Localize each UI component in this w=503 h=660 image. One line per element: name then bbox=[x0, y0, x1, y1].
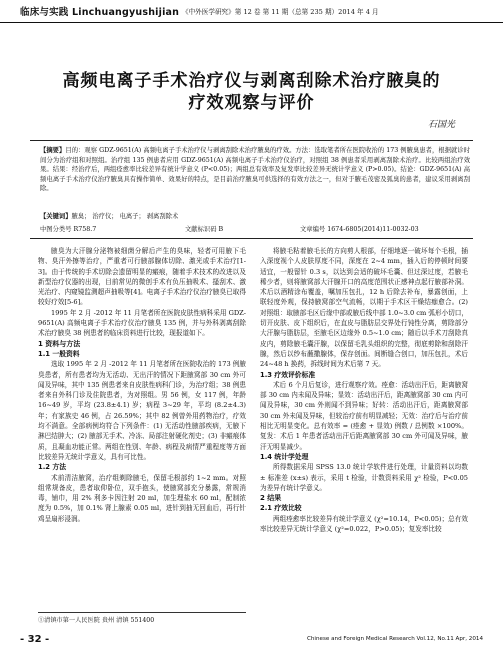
body-left-column bbox=[38, 246, 246, 524]
body-paragraph: 腋臭为大汗腺分泌物被细菌分解后产生的臭味，轻者可用腋下毛物、臭汗外擦等治疗，严重者可行腋部腺体切除、激光或手术治疗[1-3]。由于传统的手术切除会遗留明显的瘢痕，随着手术技术的改进以及新型治疗仪器的出现，目前常见的微创手术有负压抽吸术、搔刮术、激光治疗、内窥镜监测超声抽吸等[4]。电离子手术治疗仪治疗腋臭已取得较好疗效[5-6]。 bbox=[38, 247, 246, 307]
body-paragraph: 1995 年 2 月 -2012 年 11 月笔者所在医院皮肤性病科采用 GDZ-9651(A) 高频电离子手术治疗仪治疗腋臭 135 例，并与外科剥离刮除术治疗腋臭 38 例患者的临床资料进行比较，现报道如下。 bbox=[38, 308, 246, 338]
body-paragraph: 术前清洁腋窝，治疗组剃除腋毛，保留毛根部约 1~2 mm。对照组常规备皮，患者取仰卧位，双手抱头，使腋窝部充分暴露，常规消毒，铺巾，用 2% 利多卡因注射 20 ml，加生理盐水 60 ml，配制浓度为 0.5%，加 0.1% 肾上腺素 0.05 ml，进针到抽无回血后，再行针鸡呈扇形浸润。 bbox=[38, 473, 246, 523]
running-header bbox=[0, 0, 503, 23]
keywords-label: 【关键词】 bbox=[40, 213, 72, 220]
abstract-block bbox=[40, 146, 470, 194]
journal-section-name: 临床与实践 Linchuangyushijian bbox=[20, 7, 180, 18]
body-paragraph: 选取 1995 年 2 月 -2012 年 11 月笔者所在医院收治的 173 例腋臭患者，所有患者均为无活动、无出汗的情况下距腋窝部 30 cm 外可闻及异味，其中 135 例患者来自皮肤性病科门诊，为治疗组；38 例患者来自外科门诊及住院患者，为对照组。男 56 例，女 117 例，年龄 16~49 岁，平均 (23.8±4.1) 岁；病程 3~29 年，平均 (8.2±4.3) 年；有家族史 46 例，占 26.59%；其中 82 例曾外用药物治疗，疗效均不满意。全部病例均符合下列条件：(1) 无活动性腋部疾病，无腋下淋巴结肿大；(2) 腋部无手术、冷冻、局部注射硬化剂史；(3) 非瘢痕体质，且凝血功能正常。两组在性别、年龄、病程及病情严重程度等方面比较差异无统计学意义，具有可比性。 bbox=[38, 360, 246, 461]
keywords-line bbox=[40, 211, 470, 220]
section-heading: 1.3 疗效评价标准 bbox=[260, 370, 316, 379]
body-right-column bbox=[260, 246, 468, 534]
document-code: 文献标识码 B bbox=[185, 226, 224, 233]
section-heading: 2 结果 bbox=[260, 494, 282, 503]
page-number: - 32 - bbox=[20, 634, 50, 645]
article-title-line-2: 疗效观察与评价 bbox=[188, 93, 315, 113]
abstract-label: 【摘要】 bbox=[40, 147, 66, 154]
section-heading: 1.1 一般资料 bbox=[38, 349, 80, 358]
page-footer bbox=[0, 628, 503, 660]
body-paragraph: 术后 6 个月后复诊，进行观察疗效。痊愈：活动出汗后，距离腋窝部 30 cm 内未闻及异味；显效：活动出汗后，距离腋窝部 30 cm 内可闻及异味，30 cm 外则闻不到异味；好转：活动出汗后，距离腋窝部 30 cm 外未闻及异味，但较治疗前有明显减轻；无效：治疗后与治疗前相比无明显变化。总有效率 = (痊愈 + 显效) 例数 / 总例数 ×100%。复发：术后 1 年患者活动出汗后距离腋窝部 30 cm 外可闻及异味，腋汗无明显减少。 bbox=[260, 380, 468, 451]
keywords-text: 腋臭； 治疗仪； 电离子； 剥离刮除术 bbox=[71, 213, 179, 220]
section-heading: 2.1 疗效比较 bbox=[260, 504, 302, 513]
journal-issue-info: 《中外医学研究》第 12 卷 第 11 期（总第 235 期）2014 年 4 月 bbox=[182, 8, 379, 16]
article-number: 文章编号 1674-6805(2014)11-0032-03 bbox=[300, 226, 419, 233]
abstract-text: 目的：观察 GDZ-9651(A) 高频电离子手术治疗仪与剥离刮除术治疗腋臭的疗效。方法：选取笔者所在医院收治的 173 例腋臭患者，根据就诊时间分为治疗组和对照组。治疗组 135 例患者应用 GDZ-9651(A) 高频电离子手术治疗仪治疗，对照组 38 例患者采用剥离刮除术治疗。比较两组治疗效果。结果：经治疗后，两组痊愈率比较差异有统计学意义 (P<0.05)；两组总有效率及复发率比较差异无统计学意义 (P>0.05)。结论：GDZ-9651(A) 高频电离子手术治疗仪治疗腋臭具有操作简单、效果好的特点，是目前治疗腋臭可供选择的有效方法之一，但对于腋毛茂密及狐臭的患者，建议采用剥离刮除。 bbox=[40, 147, 471, 193]
body-paragraph: 将腋毛粘着腋毛长的方向剪人根部，仔细地逐一破坏每个毛根，插入深度视个人皮肤厚度不同，深度在 2~4 mm，插入后的停顿时间要适宜，一般留针 0.3 s，以达到会适的破坏毛囊、但过深过度，若腋毛稀少者，则将腋窝部大汗腺开口的高度范围状正感神点起行腋部补洞。术后以酒精涂布覆盖，嘱加压包扎，12 h 后除去补布，暴露创面，上联轻度外观，保持腋窝部空气流畅，以期于手术区干燥结痂愈合。(2) 对照组：取腋部毛区后缘中部或腋后线中部 1.0~3.0 cm 弧形小切口，切开皮肤、皮下组织后，在直皮与脂肪层交界处行钝性分离，剪除部分大汗腺与脂肪层，至腋毛区边缘外 0.5~1.0 cm；随后以手术刀刮除真皮内，剪除腋毛囊汗腺，以保留毛乳头组织的完整，彻底剪除和刮除汗腺，然后以纱布蘸撒腺体，保存创面。间断缝合创口，加压包扎，术后 24~48 h 换药，拆线时间为术后第 7 天。 bbox=[260, 247, 468, 369]
body-paragraph: 两组痊愈率比较差异有统计学意义 (χ²=10.14，P<0.05)；总有效率比较差异无统计学意义 (χ²=0.022，P>0.05)；复发率比较 bbox=[260, 514, 468, 534]
section-heading: 1.2 方法 bbox=[38, 463, 67, 472]
footer-journal-name: Chinese and Foreign Medical Research Vol.12, No.11 Apr, 2014 bbox=[306, 636, 483, 642]
section-heading: 1 资料与方法 bbox=[38, 339, 81, 348]
author-name: 石国光 bbox=[427, 120, 455, 130]
body-top-rule bbox=[30, 238, 473, 239]
affiliation-footnote: ①清镇市第一人民医院 贵州 清镇 551400 bbox=[38, 612, 246, 624]
section-heading: 1.4 统计学处理 bbox=[260, 452, 309, 461]
article-title-line-1: 高频电离子手术治疗仪与剥离刮除术治疗腋臭的 bbox=[62, 71, 441, 91]
body-paragraph: 所得数据采用 SPSS 13.0 统计学软件进行处理，计量资料以均数 ± 标准差 (x±s) 表示，采用 t 检验，计数资料采用 χ² 检验，P<0.05 为差异有统计学意义。 bbox=[260, 463, 468, 492]
clc-number: 中图分类号 R758.7 bbox=[40, 226, 97, 233]
abstract-top-rule bbox=[30, 140, 473, 141]
